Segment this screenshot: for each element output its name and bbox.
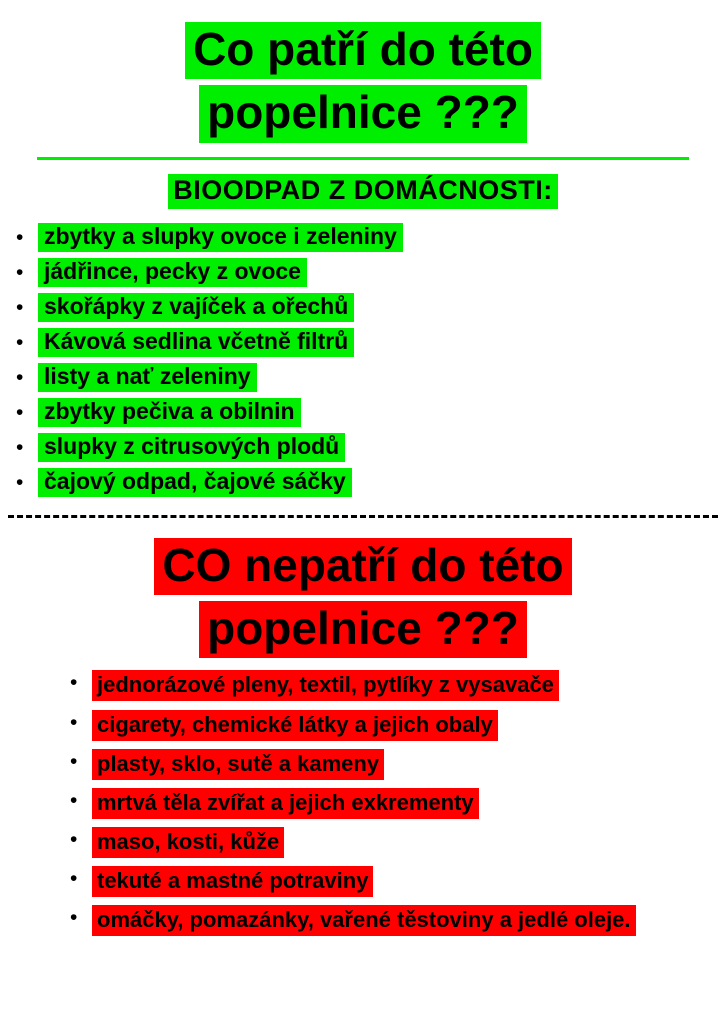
list-item-label: cigarety, chemické látky a jejich obaly <box>92 710 498 741</box>
bullet-icon: • <box>70 827 78 851</box>
list-item-label: Kávová sedlina včetně filtrů <box>38 328 354 357</box>
bullet-icon: • <box>70 749 78 773</box>
list-item <box>70 786 716 820</box>
list-item-label: omáčky, pomazánky, vařené těstoviny a jedlé oleje. <box>92 905 636 936</box>
bullet-icon: • <box>70 866 78 890</box>
list-item-label: slupky z citrusových plodů <box>38 433 345 462</box>
list-item <box>70 825 716 859</box>
bullet-icon: • <box>70 788 78 812</box>
bullet-icon: • <box>70 906 78 929</box>
list-item <box>16 467 726 497</box>
list-item <box>16 292 726 322</box>
bullet-icon: • <box>16 365 24 389</box>
list-item-label: zbytky pečiva a obilnin <box>38 398 301 427</box>
list-item <box>16 222 726 252</box>
bullet-icon: • <box>70 710 78 734</box>
list-item <box>70 708 716 742</box>
accept-subtitle: BIOODPAD Z DOMÁCNOSTI: <box>168 174 557 209</box>
list-item-label: maso, kosti, kůže <box>92 827 284 858</box>
accept-title-line-1: Co patří do této <box>185 22 541 79</box>
accept-section <box>0 0 726 497</box>
list-item <box>70 903 716 937</box>
list-item-label: zbytky a slupky ovoce i zeleniny <box>38 223 403 252</box>
list-item-label: jádřince, pecky z ovoce <box>38 258 307 287</box>
list-item <box>16 257 726 287</box>
accept-list <box>0 223 726 497</box>
reject-section <box>0 518 726 937</box>
list-item-label: tekuté a mastné potraviny <box>92 866 373 897</box>
list-item <box>70 668 716 702</box>
list-item <box>16 397 726 427</box>
bullet-icon: • <box>16 435 24 459</box>
accept-title-line-2: popelnice ??? <box>199 85 527 142</box>
bullet-icon: • <box>16 470 24 494</box>
accept-title <box>0 22 726 143</box>
bullet-icon: • <box>16 225 24 249</box>
list-item-label: skořápky z vajíček a ořechů <box>38 293 354 322</box>
list-item-label: čajový odpad, čajové sáčky <box>38 468 352 497</box>
bullet-icon: • <box>16 400 24 424</box>
bullet-icon: • <box>70 671 78 695</box>
bullet-icon: • <box>16 295 24 319</box>
list-item-label: plasty, sklo, sutě a kameny <box>92 749 384 780</box>
list-item <box>16 432 726 462</box>
bullet-icon: • <box>16 260 24 284</box>
reject-title <box>0 538 726 659</box>
list-item-label: jednorázové pleny, textil, pytlíky z vysavače <box>92 670 559 701</box>
bullet-icon: • <box>16 330 24 354</box>
reject-title-line-2: popelnice ??? <box>199 601 527 658</box>
accept-subtitle-wrap <box>0 174 726 209</box>
list-item <box>70 864 716 898</box>
list-item-label: listy a nať zeleniny <box>38 363 257 392</box>
list-item <box>70 747 716 781</box>
reject-title-line-1: CO nepatří do této <box>154 538 571 595</box>
green-horizontal-rule <box>37 157 689 160</box>
list-item <box>16 327 726 357</box>
reject-list <box>0 668 726 937</box>
list-item-label: mrtvá těla zvířat a jejich exkrementy <box>92 788 479 819</box>
list-item <box>16 362 726 392</box>
